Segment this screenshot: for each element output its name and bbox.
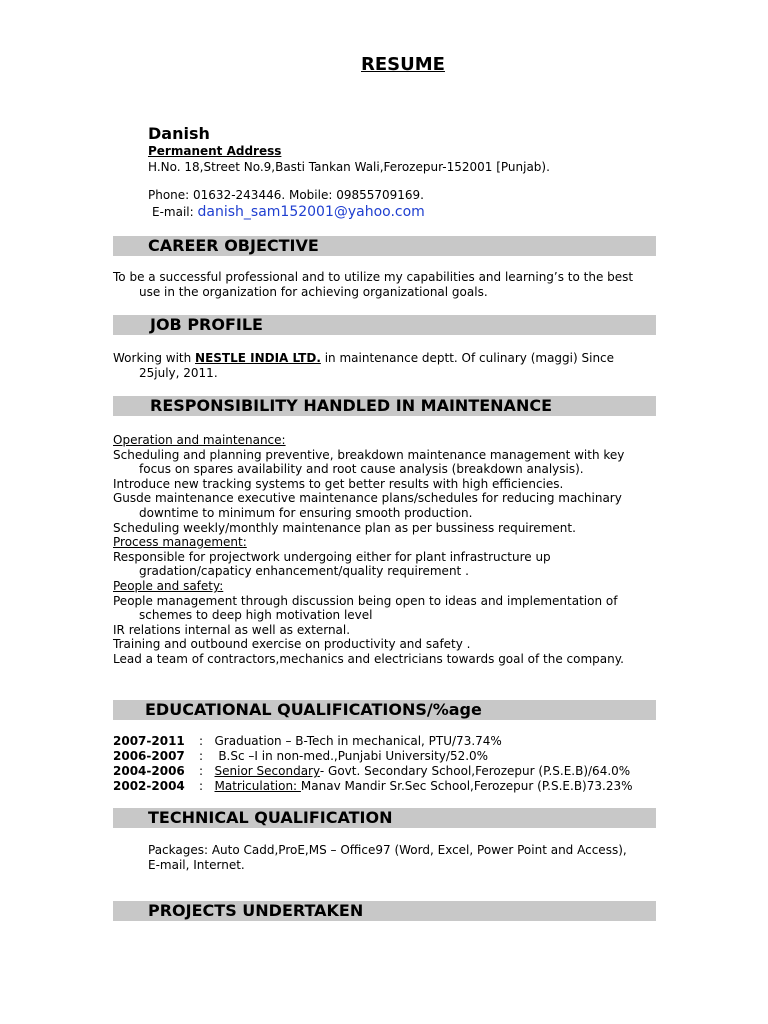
education-row	[113, 734, 633, 749]
resp-line: IR relations internal as well as external.	[113, 622, 351, 637]
edu-underlined: Matriculation:	[214, 779, 301, 793]
candidate-name: Danish	[148, 124, 210, 143]
section-title-career: CAREER OBJECTIVE	[148, 236, 319, 255]
resp-line: gradation/capaticy enhancement/quality requirement .	[139, 564, 469, 579]
section-bar-education	[113, 700, 656, 720]
resp-line: Scheduling and planning preventive, breakdown maintenance management with key	[113, 447, 625, 462]
resp-line: downtime to minimum for ensuring smooth production.	[139, 505, 473, 520]
section-bar-technical	[113, 808, 656, 828]
tech-line-2: E-mail, Internet.	[148, 858, 245, 872]
ps-heading: People and safety:	[113, 578, 224, 593]
email-label: E-mail:	[152, 205, 194, 219]
resp-line: focus on spares availability and root cause analysis (breakdown analysis).	[139, 462, 584, 477]
edu-year: 2004-2006	[113, 764, 185, 778]
edu-text: Manav Mandir Sr.Sec School,Ferozepur (P.S.E.B)73.23%	[300, 779, 633, 793]
career-objective-text	[113, 270, 633, 300]
resume-title: RESUME	[361, 54, 445, 75]
edu-year: 2006-2007	[113, 749, 185, 763]
resp-line: Scheduling weekly/monthly maintenance plan as per bussiness requirement.	[113, 520, 576, 535]
address-label: Permanent Address	[148, 144, 282, 158]
job-profile-text	[113, 351, 614, 381]
edu-sep: :	[199, 734, 204, 748]
pm-heading: Process management:	[113, 535, 247, 550]
resp-line: Introduce new tracking systems to get better results with high efficiencies.	[113, 476, 564, 491]
edu-text: B.Sc –I in non-med.,Punjabi University/52.0%	[214, 749, 489, 763]
job-text-post: in maintenance deptt. Of culinary (maggi) Since	[320, 351, 615, 365]
job-line-2: 25july, 2011.	[139, 366, 218, 380]
edu-underlined: Senior Secondary	[214, 764, 320, 778]
education-row	[113, 749, 633, 764]
education-row	[113, 764, 633, 779]
edu-year: 2007-2011	[113, 734, 185, 748]
section-bar-job	[113, 315, 656, 335]
section-title-responsibility: RESPONSIBILITY HANDLED IN MAINTENANCE	[150, 396, 552, 415]
section-title-technical: TECHNICAL QUALIFICATION	[148, 808, 393, 827]
job-line-1	[113, 351, 614, 366]
email-line	[152, 204, 425, 220]
education-row	[113, 779, 633, 794]
resp-line: Lead a team of contractors,mechanics and electricians towards goal of the company.	[113, 651, 624, 666]
section-title-projects: PROJECTS UNDERTAKEN	[148, 901, 364, 920]
edu-text: - Govt. Secondary School,Ferozepur (P.S.E.B)/64.0%	[319, 764, 631, 778]
edu-sep: :	[199, 749, 204, 763]
resp-line: Responsible for projectwork undergoing either for plant infrastructure up	[113, 549, 551, 564]
section-bar-responsibility	[113, 396, 656, 416]
career-line-2: use in the organization for achieving organizational goals.	[139, 285, 488, 299]
resp-line: Training and outbound exercise on productivity and safety .	[113, 637, 471, 652]
tech-line-1: Packages: Auto Cadd,ProE,MS – Office97 (Word, Excel, Power Point and Access),	[148, 843, 627, 857]
responsibility-list	[113, 433, 624, 667]
edu-sep: :	[199, 764, 204, 778]
section-bar-projects	[113, 901, 656, 921]
section-title-education: EDUCATIONAL QUALIFICATIONS/%age	[145, 700, 482, 719]
op-heading: Operation and maintenance:	[113, 433, 286, 447]
phone-text: Phone: 01632-243446. Mobile: 09855709169.	[148, 188, 424, 202]
email-link[interactable]: danish_sam152001@yahoo.com	[197, 204, 425, 220]
education-list	[113, 734, 633, 794]
resp-line: schemes to deep high motivation level	[139, 608, 373, 623]
section-title-job: JOB PROFILE	[150, 315, 263, 334]
edu-sep: :	[199, 779, 204, 793]
job-company: NESTLE INDIA LTD.	[195, 351, 321, 365]
job-text-pre: Working with	[113, 351, 196, 365]
resp-line: People management through discussion being open to ideas and implementation of	[113, 593, 618, 608]
address-text: H.No. 18,Street No.9,Basti Tankan Wali,Ferozepur-152001 [Punjab).	[148, 160, 550, 174]
technical-text	[148, 843, 627, 873]
edu-text: Graduation – B-Tech in mechanical, PTU/73.74%	[214, 734, 502, 748]
resp-line: Gusde maintenance executive maintenance plans/schedules for reducing machinary	[113, 491, 622, 506]
section-bar-career	[113, 236, 656, 256]
edu-year: 2002-2004	[113, 779, 185, 793]
career-line-1: To be a successful professional and to utilize my capabilities and learning’s to the best	[113, 270, 634, 284]
